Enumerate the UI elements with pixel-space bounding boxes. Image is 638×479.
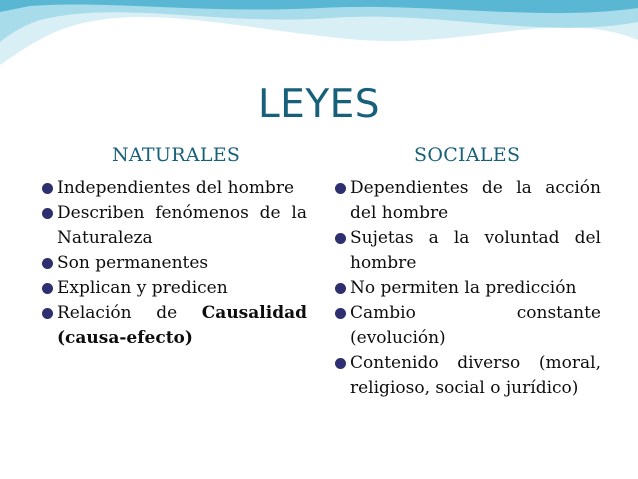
bullet-icon [42,258,53,269]
bullet-icon [42,308,53,319]
slide-title: LEYES [257,82,381,127]
bullet-icon [335,283,346,294]
bullet-icon [42,283,53,294]
list-item: Dependientes de la acción del hombre [335,176,601,226]
list-item: Explican y predicen [42,276,307,301]
bullet-icon [42,183,53,194]
sociales-list [335,176,601,401]
list-item: Independientes del hombre [42,176,307,201]
list-item: Son permanentes [42,251,307,276]
list-item: Sujetas a la voluntad del hombre [335,226,601,276]
naturales-heading: NATURALES [112,144,241,166]
bullet-icon [335,183,346,194]
naturales-list [42,176,307,351]
bullet-icon [335,233,346,244]
list-item: Contenido diverso (moral, religioso, social o jurídico) [335,351,601,401]
bullet-icon [335,308,346,319]
bullet-icon [42,208,53,219]
list-item: Describen fenómenos de la Naturaleza [42,201,307,251]
bullet-icon [335,358,346,369]
list-item: Relación de Causalidad (causa-efecto) [42,301,307,351]
sociales-heading: SOCIALES [414,144,521,166]
list-item: No permiten la predicción [335,276,601,301]
list-item: Cambio constante (evolución) [335,301,601,351]
